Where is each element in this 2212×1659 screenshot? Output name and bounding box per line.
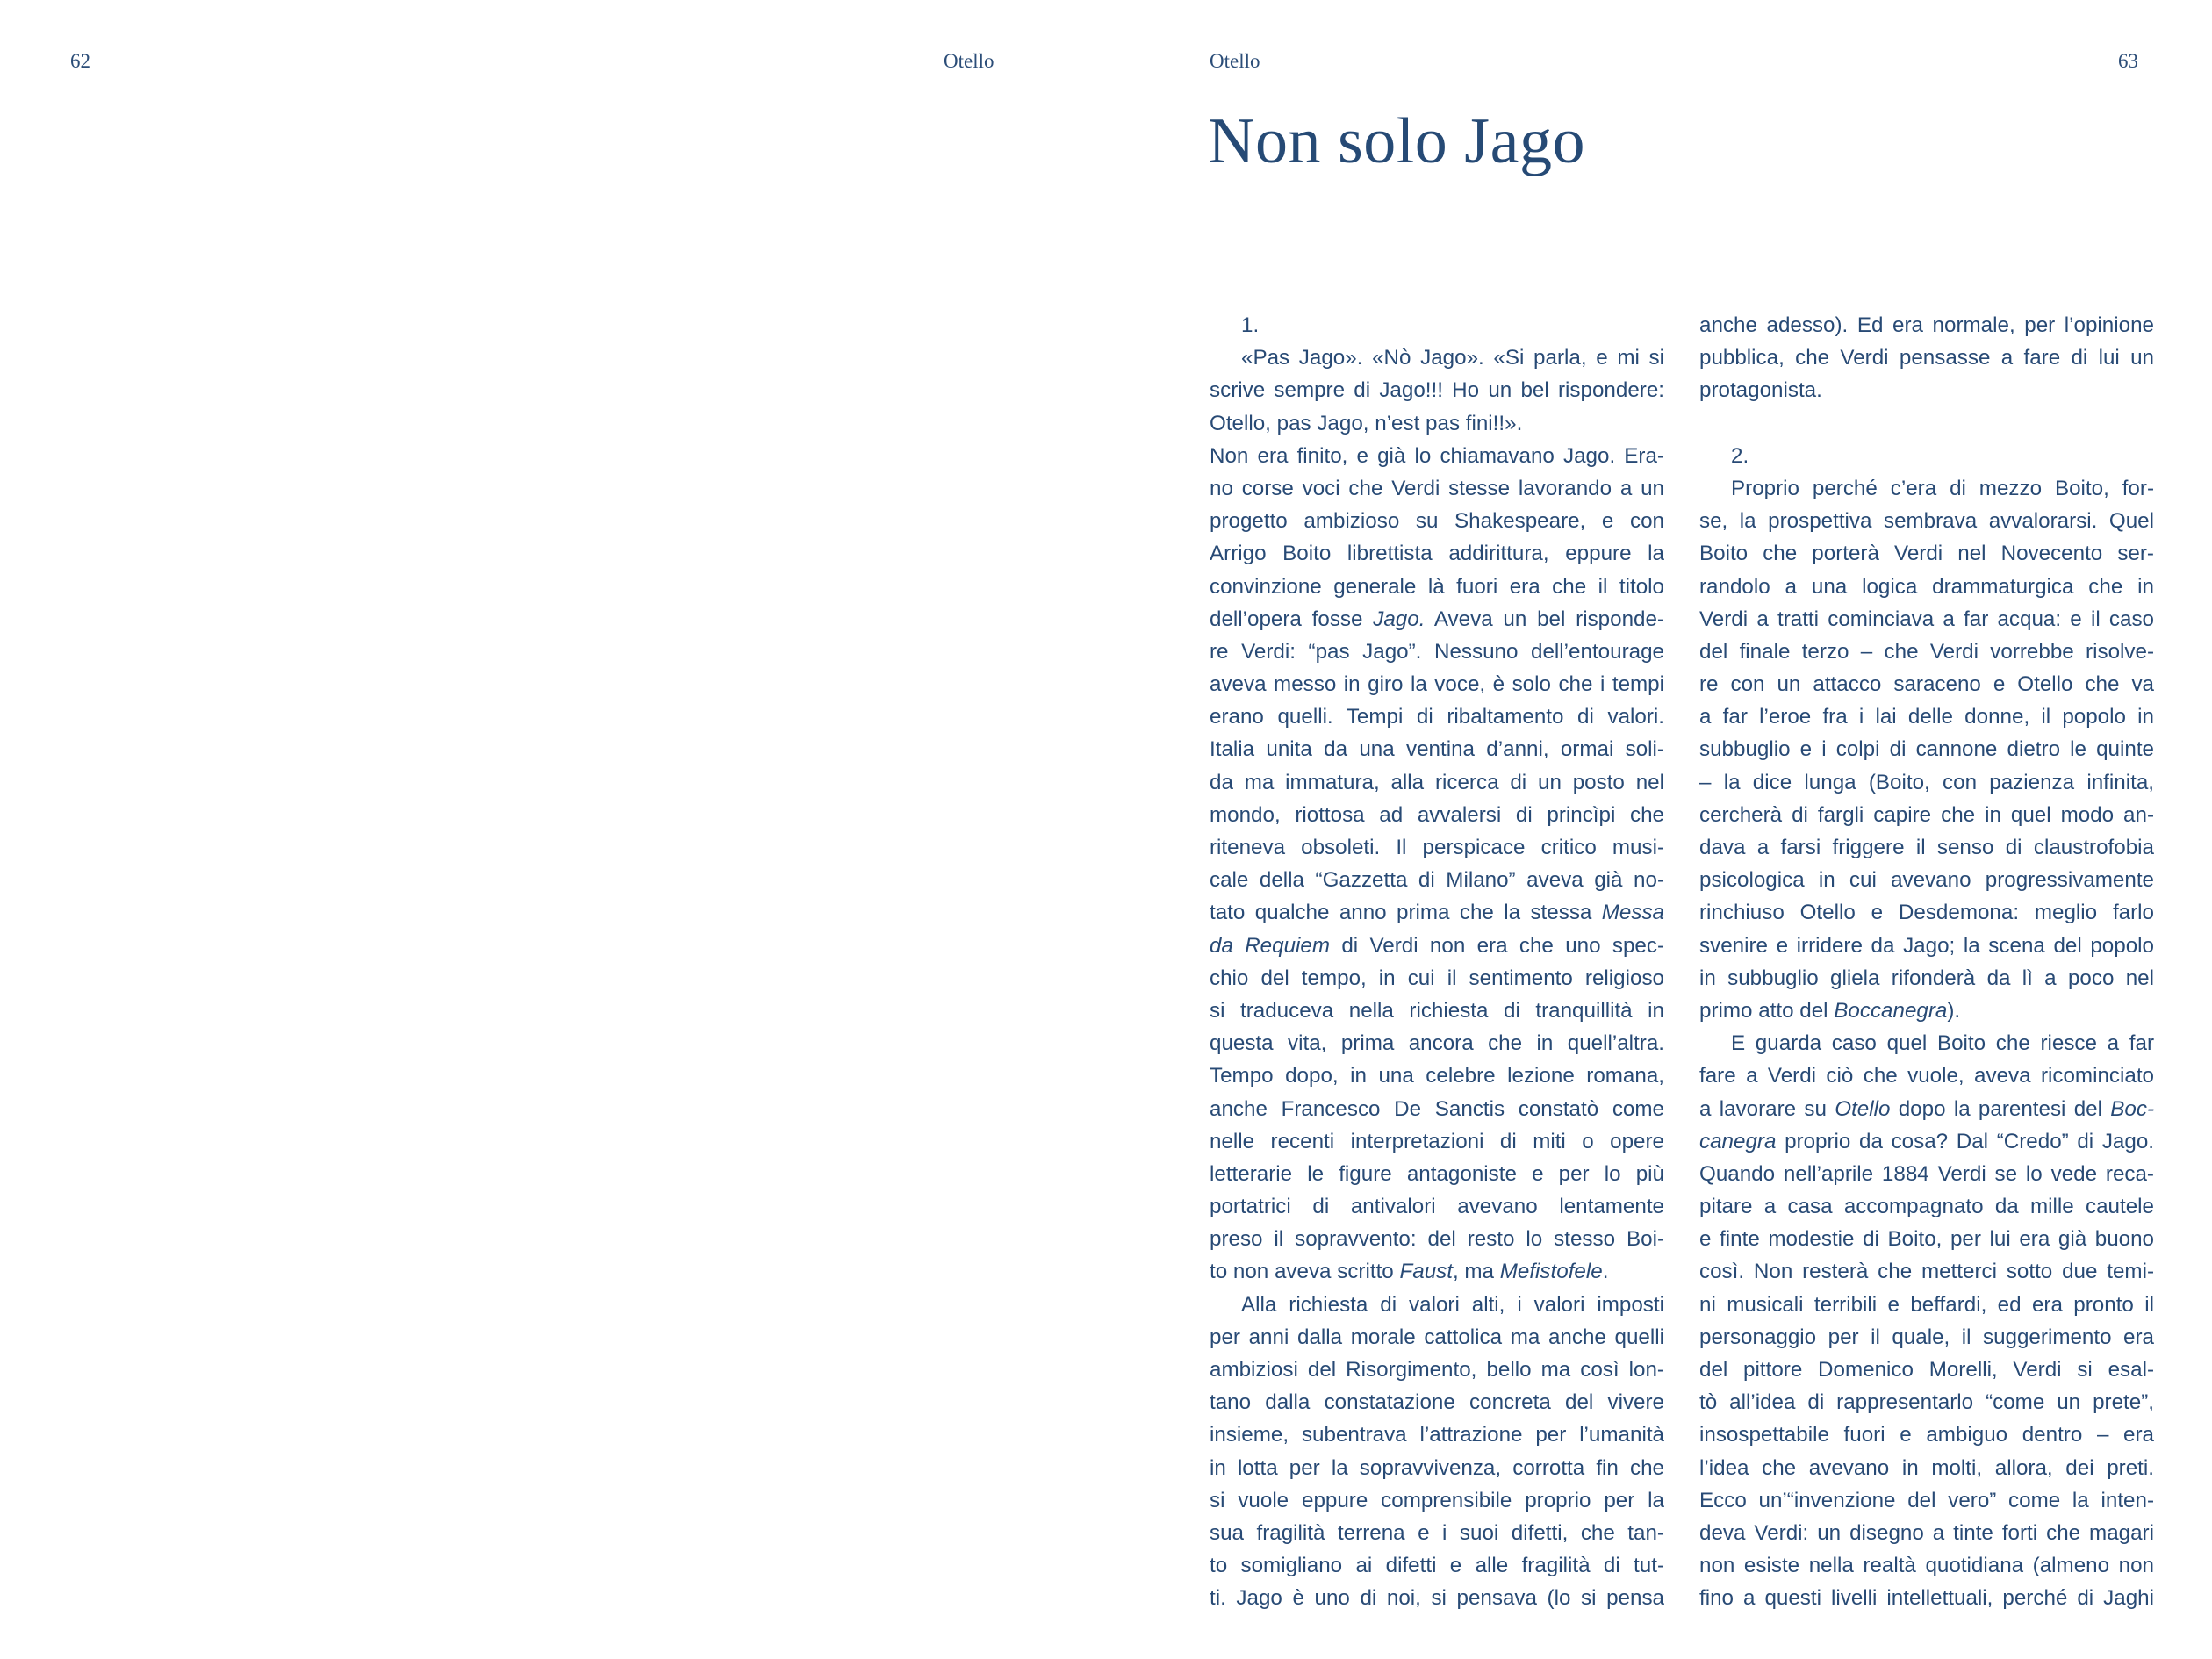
italic-title: Otello [1835,1096,1891,1121]
text-line [1210,930,1664,962]
text-line: l’idea che avevano in molti, allora, dei preti. [1699,1455,2154,1480]
text-line: rinchiuso Otello e Desdemona: meglio farlo [1699,901,2154,925]
text-line: si vuole eppure comprensibile proprio per la [1210,1488,1664,1512]
text-line: per anni dalla morale cattolica ma anche quelli [1210,1325,1664,1349]
italic-title: Boccanegra [1834,998,1948,1023]
text-line: sua fragilità terrena e i suoi difetti, che tan- [1210,1520,1664,1545]
text-line: cale della “Gazzetta di Milano” aveva già no- [1210,868,1664,893]
text-line: del finale terzo – che Verdi vorrebbe risolve- [1699,639,2154,664]
text-line: – la dice lunga (Boito, con pazienza infinita, [1699,770,2154,794]
page-number-left: 62 [70,50,90,72]
text-line [1699,1125,2154,1158]
italic-title: Faust [1399,1260,1453,1284]
text-line: erano quelli. Tempi di ribaltamento di valori. [1210,705,1664,729]
text-run: ). [1947,998,1961,1023]
text-line: cercherà di fargli capire che in quel modo an- [1699,802,2154,827]
text-line: randolo a una logica drammaturgica che in [1699,574,2154,599]
text-line: to somigliano ai difetti e alle fragilità di tut- [1210,1554,1664,1578]
text-line: portatrici di antivalori avevano lentamente [1210,1195,1664,1219]
text-line [1699,407,2154,440]
text-line: scrive sempre di Jago!!! Ho un bel rispondere: [1210,378,1664,403]
running-head-right: Otello [1210,50,1260,72]
text-line: si traduceva nella richiesta di tranquillità in [1210,998,1664,1023]
text-run: to non aveva scritto [1210,1260,1400,1284]
text-run: Aveva un bel risponde- [1425,607,1664,631]
text-line: tano dalla constatazione concreta del vivere [1210,1390,1664,1415]
text-line [1699,1093,2154,1125]
text-column-1 [1210,309,1664,1615]
text-line: Arrigo Boito librettista addirittura, eppure la [1210,542,1664,566]
text-line: psicologica in cui avevano progressivamente [1699,868,2154,893]
text-line: re con un attacco saraceno e Otello che va [1699,672,2154,697]
text-line: Boito che porterà Verdi nel Novecento ser- [1699,542,2154,566]
text-line [1210,896,1664,929]
text-line: pitare a casa accompagnato da mille cautele [1699,1195,2154,1219]
text-line: convinzione generale là fuori era che il titolo [1210,574,1664,599]
text-line: mondo, riottosa ad avvalersi di princìpi che [1210,802,1664,827]
italic-title: Mefistofele [1499,1260,1603,1284]
italic-title: Boc- [2110,1096,2155,1121]
text-line: ti. Jago è uno di noi, si pensava (lo si pensa [1210,1586,1664,1611]
text-line: subbuglio e i colpi di cannone dietro le quinte [1699,737,2154,762]
text-line: Ecco un’“invenzione del vero” come la inten- [1699,1488,2154,1512]
text-line: personaggio per il quale, il suggerimento era [1699,1325,2154,1349]
text-line: Proprio perché c’era di mezzo Boito, for- [1731,476,2154,500]
text-line: 1. [1241,313,1260,337]
italic-title: da Requiem [1210,933,1331,958]
text-run: . [1602,1260,1609,1284]
text-line: insospettabile fuori e ambiguo dentro – era [1699,1423,2154,1447]
text-line: progetto ambizioso su Shakespeare, e con [1210,509,1664,534]
text-line: insieme, subentrava l’attrazione per l’umanità [1210,1423,1664,1447]
text-line: fare a Verdi ciò che vuole, aveva ricominciato [1699,1064,2154,1088]
text-line: deva Verdi: un disegno a tinte forti che magari [1699,1520,2154,1545]
text-line: svenire e irridere da Jago; la scena del popolo [1699,933,2154,958]
text-line: da ma immatura, alla ricerca di un posto nel [1210,770,1664,794]
italic-title: canegra [1699,1129,1777,1153]
text-line: chio del tempo, in cui il sentimento religioso [1210,966,1664,990]
text-line [1210,1255,1664,1288]
text-line: pubblica, che Verdi pensasse a fare di lui un [1699,346,2154,370]
text-line: 2. [1731,443,1749,468]
text-line: tò all’idea di rappresentarlo “come un prete”, [1699,1390,2154,1415]
text-line: aveva messo in giro la voce, è solo che i tempi [1210,672,1664,697]
text-line: E guarda caso quel Boito che riesce a far [1731,1031,2154,1056]
text-line: Alla richiesta di valori alti, i valori imposti [1241,1292,1664,1317]
text-run: tato qualche anno prima che la stessa [1210,901,1602,925]
text-line: a far l’eroe fra i lai delle donne, il popolo in [1699,705,2154,729]
text-line: dava a farsi friggere il senso di claustrofobia [1699,836,2154,859]
text-run: dopo la parentesi del [1890,1096,2111,1121]
text-line [1699,995,2154,1027]
text-line: ambiziosi del Risorgimento, bello ma così lon- [1210,1358,1664,1382]
text-line [1210,603,1664,636]
text-line: re Verdi: “pas Jago”. Nessuno dell’entourage [1210,639,1664,664]
text-line: così. Non resterà che metterci sotto due temi- [1699,1260,2154,1284]
text-line: «Pas Jago». «Nò Jago». «Si parla, e mi si [1241,346,1664,370]
text-line: ni musicali terribili e beffardi, ed era pronto il [1699,1292,2154,1317]
text-run: dell’opera fosse [1210,607,1374,631]
text-line: non esiste nella realtà quotidiana (almeno non [1699,1554,2154,1578]
text-line: Non era finito, e già lo chiamavano Jago. Era- [1210,443,1664,468]
text-line: riteneva obsoleti. Il perspicace critico musi- [1210,836,1664,859]
text-line: Otello, pas Jago, n’est pas fini!!». [1210,411,1523,435]
text-line: fino a questi livelli intellettuali, perché di Jaghi [1699,1586,2154,1611]
text-line: questa vita, prima ancora che in quell’altra. [1210,1031,1664,1056]
text-line: anche adesso). Ed era normale, per l’opinione [1699,313,2154,337]
page-number-right: 63 [2118,50,2138,72]
text-line: preso il sopravvento: del resto lo stesso Boi- [1210,1227,1664,1252]
chapter-title: Non solo Jago [1208,105,1585,177]
text-line: se, la prospettiva sembrava avvalorarsi. Quel [1699,509,2154,534]
italic-title: Messa [1601,901,1664,925]
text-column-2 [1699,309,2154,1615]
text-line: Quando nell’aprile 1884 Verdi se lo vede reca- [1699,1161,2154,1186]
running-head-left: Otello [944,50,995,72]
text-line: no corse voci che Verdi stesse lavorando a un [1210,476,1664,500]
text-line: e finte modestie di Boito, per lui era già buono [1699,1227,2154,1252]
text-line: in lotta per la sopravvivenza, corrotta fin che [1210,1455,1664,1480]
text-line: Verdi a tratti cominciava a far acqua: e il caso [1699,607,2154,631]
text-run: di Verdi non era che uno spec- [1330,933,1665,958]
text-run: proprio da cosa? Dal “Credo” di Jago. [1776,1129,2154,1153]
text-run: a lavorare su [1699,1096,1835,1121]
text-line: letterarie le figure antagoniste e per lo più [1210,1161,1664,1186]
text-line: del pittore Domenico Morelli, Verdi si esal- [1699,1358,2154,1382]
text-line: in subbuglio gliela rifonderà da lì a poco nel [1699,966,2154,990]
text-run: , ma [1452,1260,1500,1284]
text-line: protagonista. [1699,378,1822,403]
text-line: Italia unita da una ventina d’anni, ormai soli- [1210,737,1664,762]
text-line: anche Francesco De Sanctis constatò come [1210,1096,1664,1121]
text-line: nelle recenti interpretazioni di miti o opere [1210,1129,1664,1153]
text-run: primo atto del [1699,998,1835,1023]
italic-title: Jago. [1373,607,1426,631]
text-line: Tempo dopo, in una celebre lezione romana, [1210,1064,1664,1088]
